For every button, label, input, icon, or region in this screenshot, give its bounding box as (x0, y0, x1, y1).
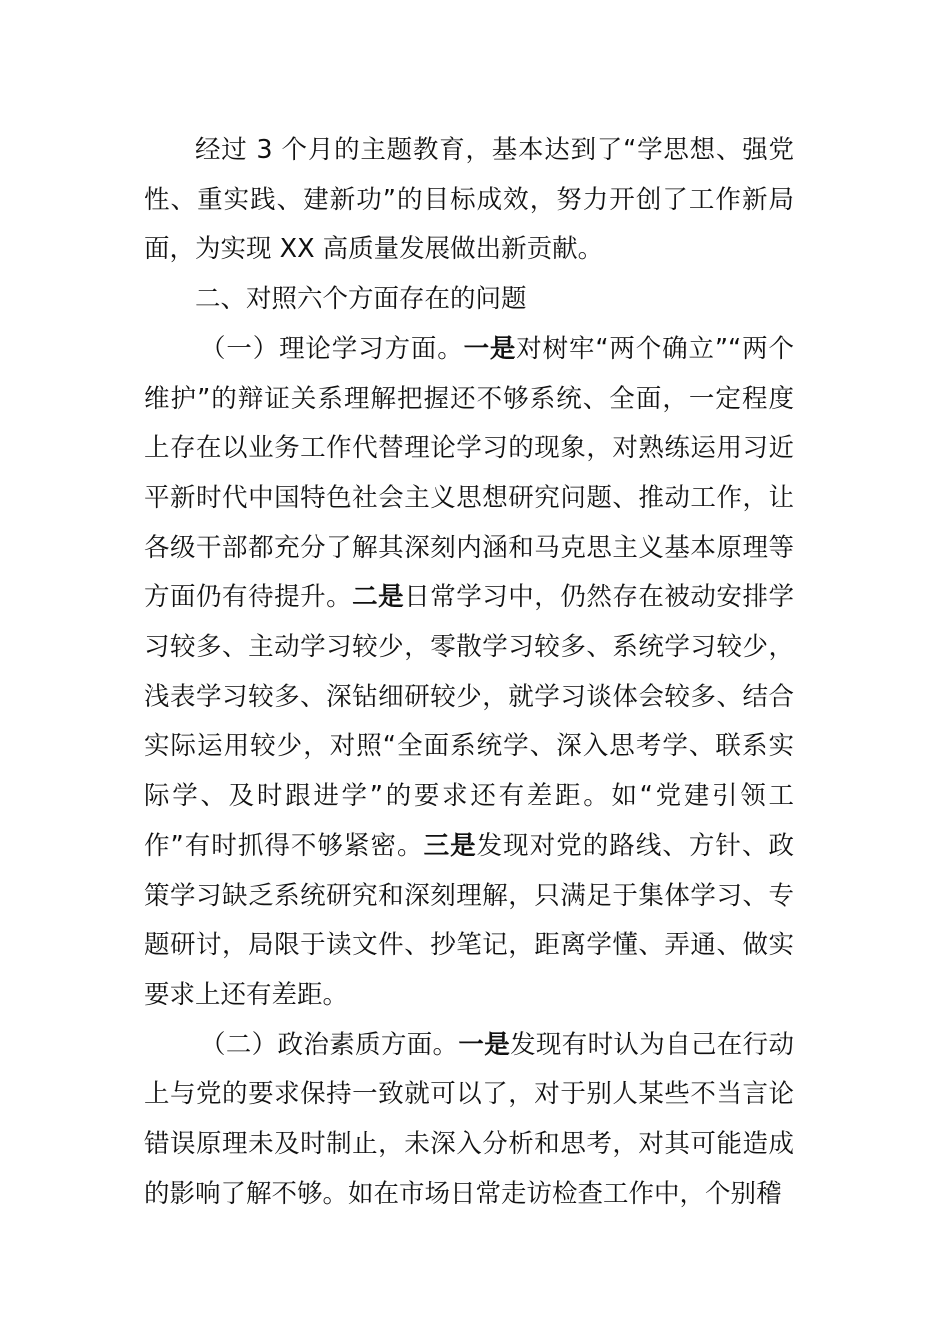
point-text-two: 日常学习中，仍然存在被动安排学习较多、主动学习较少，零散学习较多、系统学习较少，浅表学习较多、深钻细研较少，就学习谈体会较多、结合实际运用较少，对照“全面系统学、深入思考学、联系实际学、及时跟进学”的要求还有差距。如“党建引领工作”有时抓得不够紧密。 (144, 582, 794, 861)
point-marker-one: 一是 (463, 333, 517, 364)
section-heading-problems: 二、对照六个方面存在的问题 (195, 284, 527, 315)
point-text-one: 对树牢“两个确立”“两个维护”的辩证关系理解把握还不够系统、全面，一定程度上存在以业务工作代替理论学习的现象，对熟练运用习近平新时代中国特色社会主义思想研究问题、推动工作，让各级干部都充分了解其深刻内涵和马克思主义基本原理等方面仍有待提升。 (144, 333, 794, 613)
paragraph-political-quality (144, 1021, 794, 1220)
point-marker-one: 一是 (458, 1029, 511, 1060)
point-text-three: 发现对党的路线、方针、政策学习缺乏系统研究和深刻理解，只满足于集体学习、专题研讨，局限于读文件、抄笔记，距离学懂、弄通、做实要求上还有差距。 (144, 830, 794, 1010)
point-text-one: 发现有时认为自己在行动上与党的要求保持一致就可以了，对于别人某些不当言论错误原理未及时制止，未深入分析和思考，对其可能造成的影响了解不够。如在市场日常走访检查工作中，个别稽 (144, 1029, 794, 1209)
point-marker-three: 三是 (423, 830, 477, 861)
subsection-title-theory: （一）理论学习方面。 (200, 333, 464, 364)
point-marker-two: 二是 (352, 582, 405, 613)
paragraph-summary: 经过 3 个月的主题教育，基本达到了“学思想、强党性、重实践、建新功”的目标成效，努力开创了工作新局面，为实现 XX 高质量发展做出新贡献。 (144, 135, 794, 265)
document-page (144, 126, 794, 1219)
subsection-title-political: （二）政治素质方面。 (200, 1029, 459, 1060)
paragraph-theory-study (144, 325, 794, 1021)
